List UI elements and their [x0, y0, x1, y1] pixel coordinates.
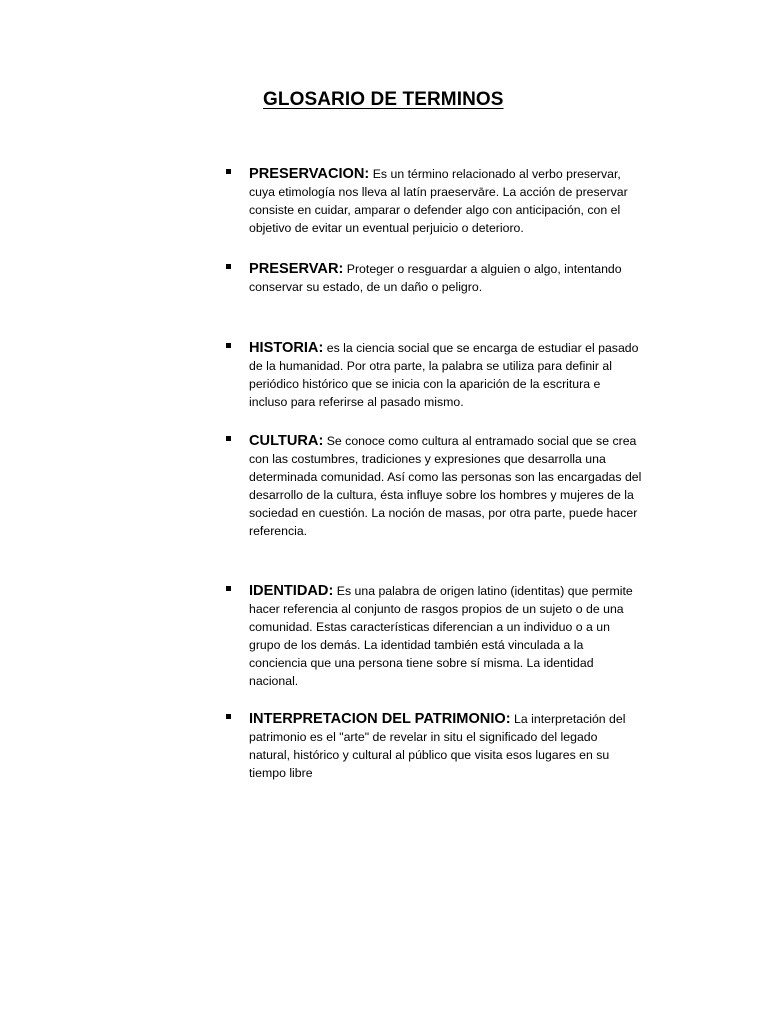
glossary-entry-preservar	[222, 260, 662, 296]
bullet-icon	[226, 264, 231, 269]
entry-text	[249, 339, 662, 411]
bullet-icon	[226, 343, 231, 348]
entry-term: HISTORIA:	[249, 340, 324, 356]
entry-text	[249, 165, 662, 237]
document-title: GLOSARIO DE TERMINOS	[263, 89, 504, 110]
entry-term: CULTURA:	[249, 433, 324, 449]
glossary-entry-identidad	[222, 582, 662, 690]
entry-term: PRESERVACION:	[249, 166, 370, 182]
glossary-entry-preservacion	[222, 165, 662, 237]
entry-term: PRESERVAR:	[249, 261, 344, 277]
bullet-icon	[226, 586, 231, 591]
entry-definition: Es un término relacionado al verbo preservar, cuya etimología nos lleva al latín praeservāre. La acción de preservar consiste en cuidar, amparar o defender algo con anticipación, con el objetivo de evitar un eventual perjuicio o deterioro.	[249, 167, 628, 235]
bullet-icon	[226, 436, 231, 441]
entry-definition: Se conoce como cultura al entramado social que se crea con las costumbres, tradiciones y expresiones que desarrolla una determinada comunidad. Así como las personas son las encargadas del desarrollo de la cultura, ésta influye sobre los hombres y mujeres de la sociedad en cuestión. La noción de masas, por otra parte, puede hacer referencia.	[249, 434, 642, 538]
entry-text	[249, 710, 662, 782]
entry-term: INTERPRETACION DEL PATRIMONIO:	[249, 711, 511, 727]
entry-text	[249, 432, 662, 540]
glossary-entry-interpretacion-del-patrimonio	[222, 710, 662, 782]
bullet-icon	[226, 169, 231, 174]
entry-definition: es la ciencia social que se encarga de estudiar el pasado de la humanidad. Por otra parte, la palabra se utiliza para definir al periódico histórico que se inicia con la aparición de la escritura e incluso para referirse al pasado mismo.	[249, 341, 639, 409]
entry-definition: Proteger o resguardar a alguien o algo, intentando conservar su estado, de un daño o peligro.	[249, 262, 622, 294]
glossary-entry-historia	[222, 339, 662, 411]
entry-definition: Es una palabra de origen latino (identitas) que permite hacer referencia al conjunto de rasgos propios de un sujeto o de una comunidad. Estas características diferencian a un individuo o a un grupo de los demás. La identidad también está vinculada a la conciencia que una persona tiene sobre sí misma. La identidad nacional.	[249, 584, 633, 688]
entry-text	[249, 582, 662, 690]
glossary-entry-cultura	[222, 432, 662, 540]
bullet-icon	[226, 714, 231, 719]
entry-definition: La interpretación del patrimonio es el "arte" de revelar in situ el significado del legado natural, histórico y cultural al público que visita esos lugares en su tiempo libre	[249, 712, 626, 780]
entry-text	[249, 260, 662, 296]
entry-term: IDENTIDAD:	[249, 583, 334, 599]
